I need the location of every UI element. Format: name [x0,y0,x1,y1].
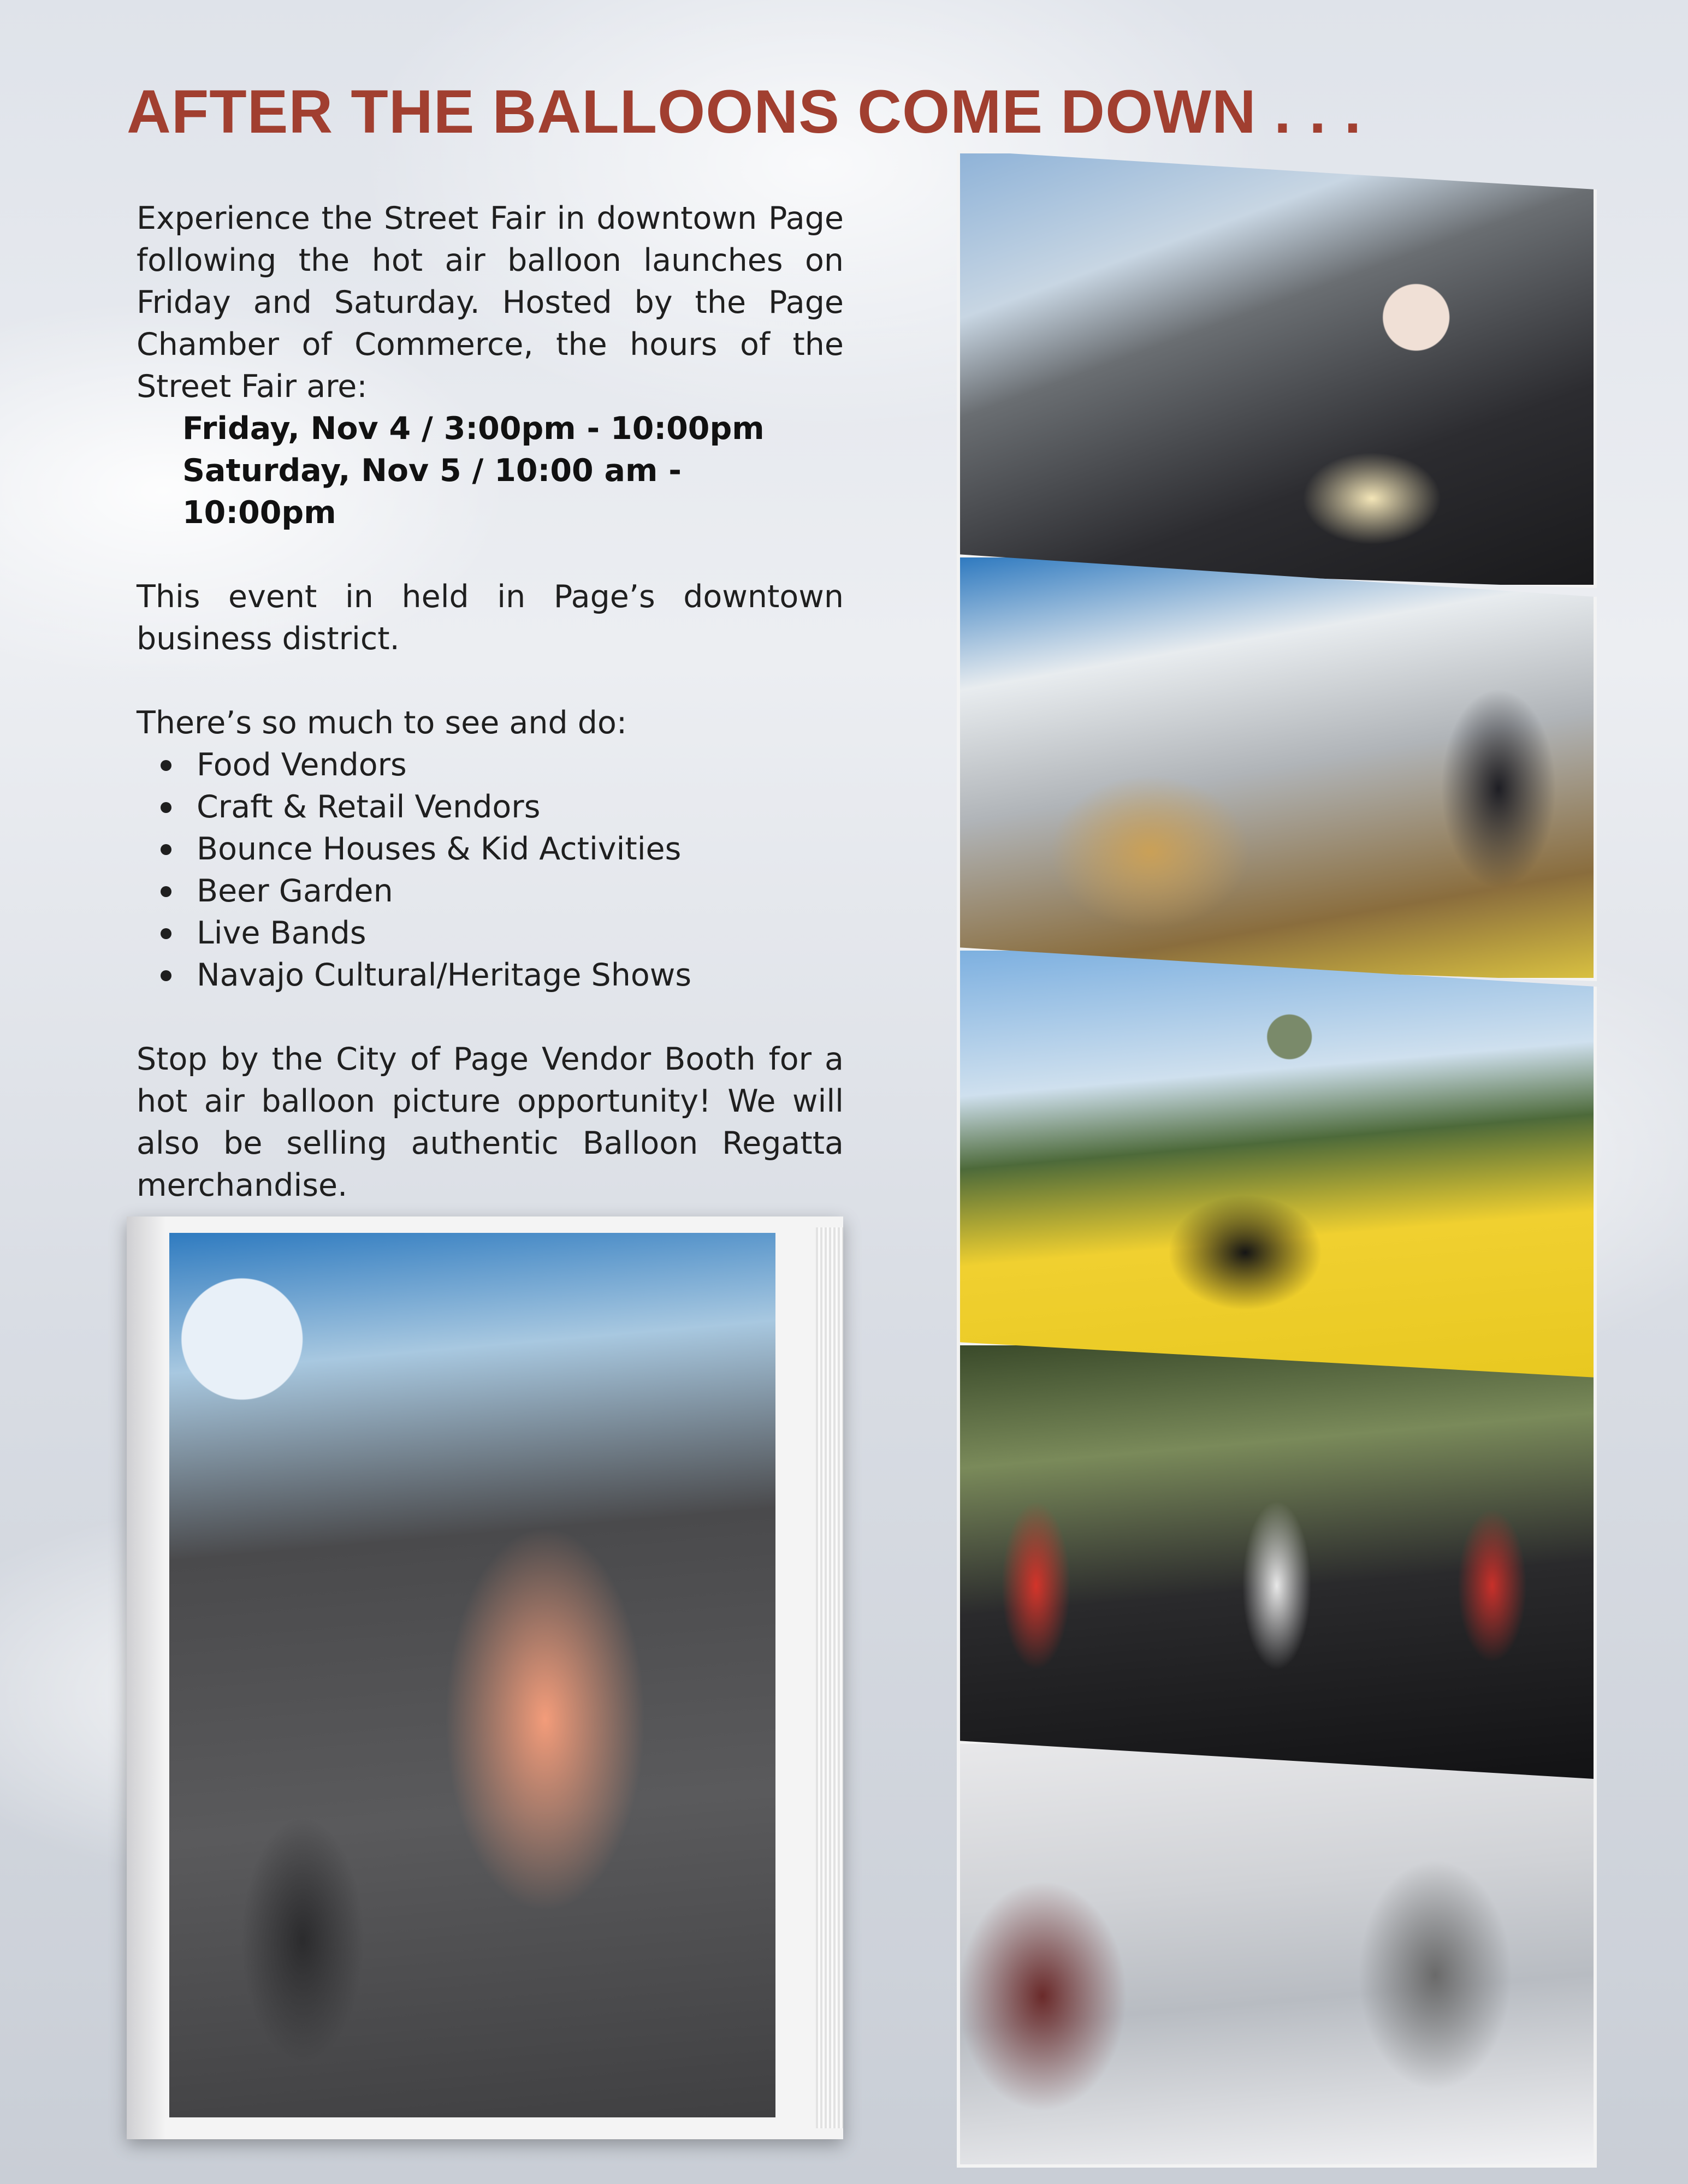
list-intro: There’s so much to see and do: [137,705,627,741]
photo-child-stroller [169,1233,775,2117]
bullet-icon [161,970,171,981]
intro-paragraph: Experience the Street Fair in downtown Page following the hot air balloon launches on Friday and Saturday. Hosted by the Page Chamber of Commerce, the hours of the Street Fair are: [137,200,844,405]
body-text [137,198,844,1207]
list-item: Live Bands [161,912,844,954]
photo-book-stroller [127,1216,843,2139]
photo-food-vendor-popcorn [957,150,1597,588]
list-item: Navajo Cultural/Heritage Shows [161,954,844,996]
activities-list [137,744,844,996]
bullet-icon [161,844,171,855]
bullet-icon [161,760,171,771]
location-paragraph: This event in held in Page’s downtown business district. [137,579,844,657]
hours-friday: Friday, Nov 4 / 3:00pm - 10:00pm [182,411,765,447]
hours-saturday: Saturday, Nov 5 / 10:00 am - 10:00pm [182,453,682,531]
bullet-icon [161,886,171,897]
list-item: Craft & Retail Vendors [161,786,844,828]
closing-paragraph: Stop by the City of Page Vendor Booth for a hot air balloon picture opportunity! We will also be selling authentic Balloon Regatta merchandise. [137,1041,844,1203]
photo-jewelry-vendor [957,1741,1597,2168]
list-item: Beer Garden [161,870,844,912]
photo-live-band [957,1342,1597,1785]
photo-food-vendor-counter [957,554,1597,981]
list-item: Bounce Houses & Kid Activities [161,828,844,870]
list-item: Food Vendors [161,744,844,786]
page-title: AFTER THE BALLOONS COME DOWN . . . [127,78,1362,146]
bullet-icon [161,928,171,939]
photo-mechanical-bull [957,947,1597,1385]
bullet-icon [161,802,171,813]
